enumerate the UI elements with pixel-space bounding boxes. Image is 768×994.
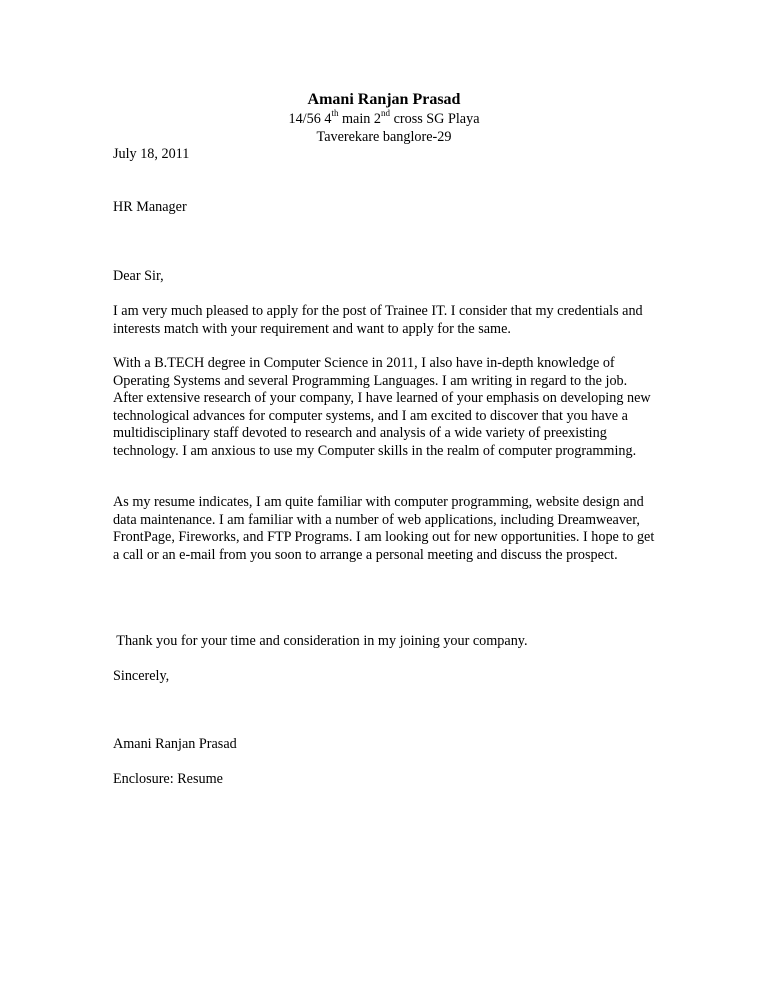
- sender-name: Amani Ranjan Prasad: [307, 91, 461, 108]
- address-part-a: 14/56 4: [288, 111, 332, 127]
- address-part-c: cross SG Playa: [390, 111, 480, 127]
- address-sup-1: th: [331, 108, 339, 119]
- letter-date: July 18, 2011: [113, 146, 190, 162]
- signature-name: Amani Ranjan Prasad: [113, 736, 237, 752]
- recipient: HR Manager: [113, 199, 187, 215]
- paragraph-2: With a B.TECH degree in Computer Science in 2011, I also have in-depth knowledge of Operating Systems and several Programming Languages. I am writing in regard to the job. After extensive research of your company, I have learned of your emphasis on developing new technological advances for computer systems, and I am excited to discover that you have a multidisciplinary staff devoted to research and analysis of a wide variety of preexisting technology. I am anxious to use my Computer skills in the realm of computer programming.: [113, 355, 651, 459]
- address-sup-2: nd: [381, 108, 391, 119]
- address-part-b: main 2: [338, 111, 382, 127]
- paragraph-3: As my resume indicates, I am quite familiar with computer programming, website design and data maintenance. I am familiar with a number of web applications, including Dreamweaver, FrontPage, Fireworks, and FTP Programs. I am looking out for new opportunities. I hope to get a call or an e-mail from you soon to arrange a personal meeting and discuss the prospect.: [113, 494, 655, 563]
- paragraph-1: I am very much pleased to apply for the post of Trainee IT. I consider that my credentials and interests match with your requirement and want to apply for the same.: [113, 303, 643, 337]
- sender-address-line1: [0, 108, 768, 129]
- closing: Sincerely,: [113, 668, 170, 684]
- sender-address-line2: Taverekare banglore-29: [316, 129, 452, 145]
- enclosure: Enclosure: Resume: [113, 771, 223, 787]
- thanks-line: Thank you for your time and consideration in my joining your company.: [113, 633, 528, 649]
- salutation: Dear Sir,: [113, 268, 164, 284]
